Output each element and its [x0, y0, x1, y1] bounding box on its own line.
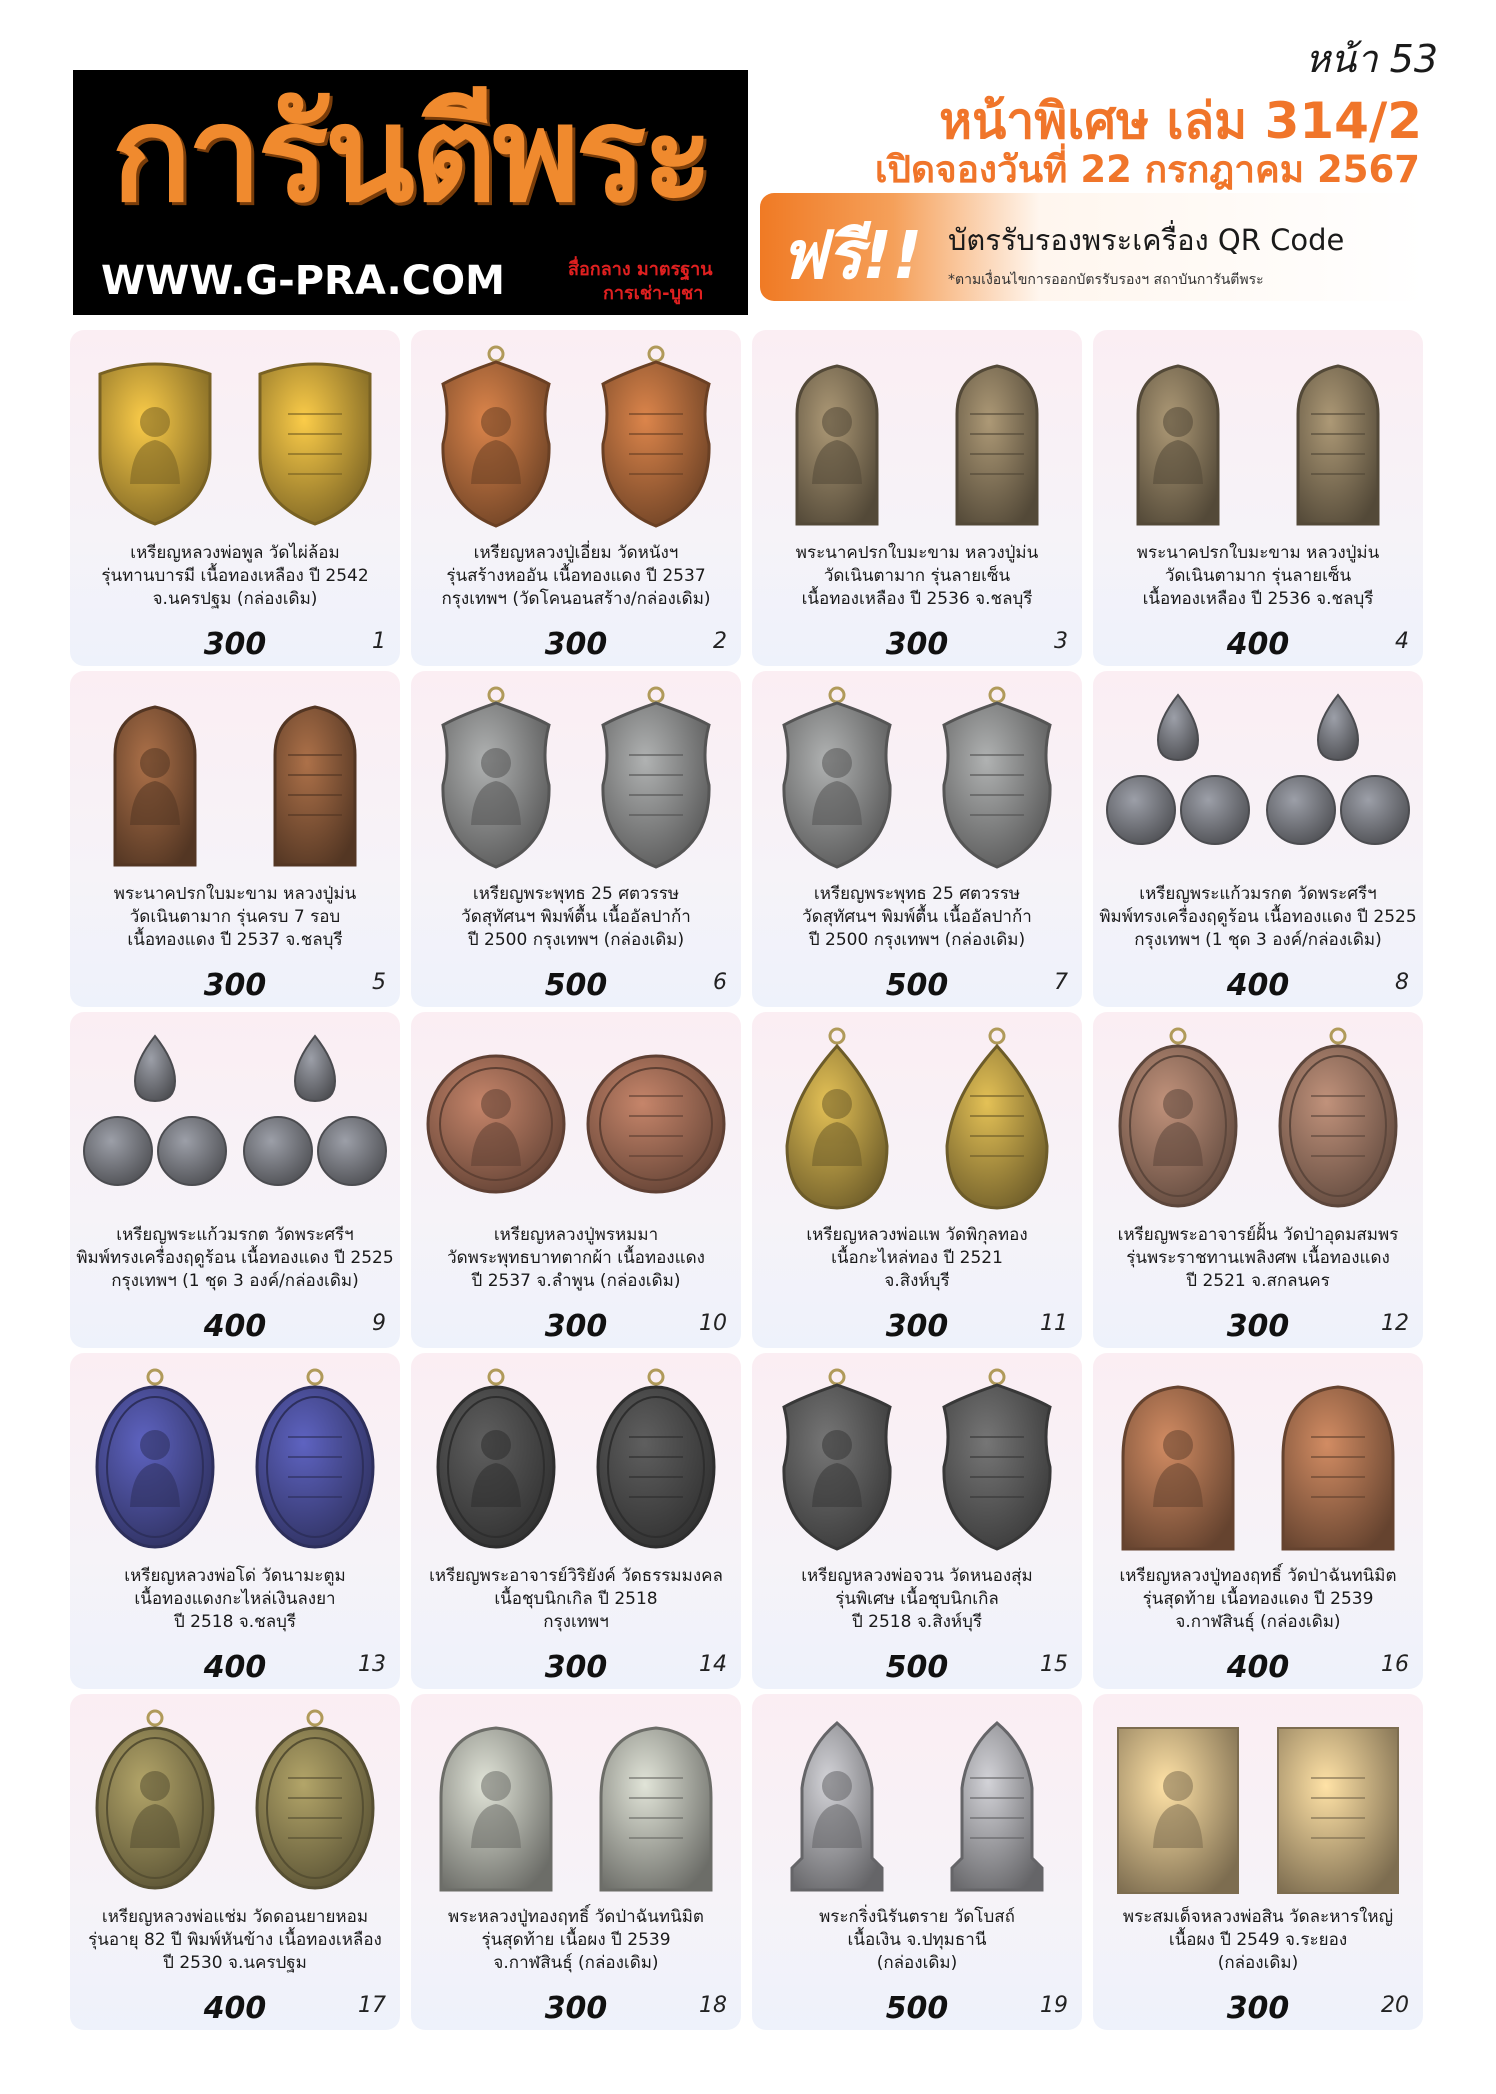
description-line: รุ่นสร้างหออัน เนื้อทองแดง ปี 2537: [446, 566, 706, 586]
price-label: 500: [885, 1650, 949, 1685]
front-amulet-image: [1103, 1708, 1253, 1898]
amulet-card: [411, 330, 741, 666]
back-amulet-image: [581, 344, 731, 534]
item-number: 3: [1054, 629, 1068, 654]
amulet-description: [70, 883, 400, 952]
price-label: 400: [1226, 627, 1290, 662]
price-label: 300: [544, 1650, 608, 1685]
description-line: รุ่นสุดท้าย เนื้อผง ปี 2539: [481, 1930, 671, 1950]
free-certificate-banner: [760, 193, 1425, 301]
description-line: เหรียญพระแก้วมรกต วัดพระศรีฯ: [1139, 884, 1377, 904]
description-line: กรุงเทพฯ (1 ชุด 3 องค์/กล่องเดิม): [111, 1271, 359, 1291]
page-number: หน้า 53: [1305, 37, 1438, 81]
description-line: เหรียญพระอาจารย์ฝั้น วัดป่าอุดมสมพร: [1117, 1225, 1399, 1245]
logo-url: WWW.G-PRA.COM: [101, 258, 505, 304]
description-line: พิมพ์ทรงเครื่องฤดูร้อน เนื้อทองแดง ปี 2525: [1099, 907, 1417, 927]
description-line: พระนาคปรกใบมะขาม หลวงปู่ม่น: [113, 884, 357, 904]
amulet-card: [1093, 671, 1423, 1007]
description-line: วัดสุทัศนฯ พิมพ์ตื้น เนื้ออัลปาก้า: [802, 907, 1032, 927]
description-line: ปี 2537 จ.ลำพูน (กล่องเดิม): [471, 1271, 681, 1291]
front-amulet-image: [1103, 1367, 1253, 1557]
back-amulet-image: [240, 344, 390, 534]
amulet-card: [70, 1694, 400, 2030]
price-label: 300: [885, 627, 949, 662]
back-amulet-image: [581, 1708, 731, 1898]
amulet-description: [752, 883, 1082, 952]
amulet-images: [762, 1708, 1072, 1898]
amulet-description: [752, 1224, 1082, 1293]
description-line: เนื้อทองเหลือง ปี 2536 จ.ชลบุรี: [801, 589, 1033, 609]
amulet-description: [411, 1565, 741, 1634]
item-number: 19: [1040, 1993, 1068, 2018]
description-line: เหรียญพระอาจารย์วิริยังค์ วัดธรรมมงคล: [429, 1566, 723, 1586]
description-line: (กล่องเดิม): [1217, 1953, 1299, 1973]
description-line: ปี 2518 จ.ชลบุรี: [173, 1612, 297, 1632]
amulet-description: [752, 1906, 1082, 1975]
description-line: รุ่นทานบารมี เนื้อทองเหลือง ปี 2542: [101, 566, 369, 586]
description-line: เหรียญหลวงพ่อแพ วัดพิกุลทอง: [806, 1225, 1028, 1245]
item-number: 8: [1395, 970, 1409, 995]
amulet-description: [752, 1565, 1082, 1634]
amulet-images: [421, 1026, 731, 1216]
amulet-images: [1103, 1367, 1413, 1557]
description-line: เหรียญหลวงปู่เอี่ยม วัดหนังฯ: [473, 543, 679, 563]
back-amulet-image: [922, 1367, 1072, 1557]
amulet-description: [70, 542, 400, 611]
item-number: 16: [1381, 1652, 1409, 1677]
price-label: 500: [544, 968, 608, 1003]
front-amulet-image: [421, 1367, 571, 1557]
price-label: 300: [544, 627, 608, 662]
amulet-card: [411, 1694, 741, 2030]
amulet-description: [70, 1906, 400, 1975]
front-amulet-image: [80, 1708, 230, 1898]
amulet-images: [762, 344, 1072, 534]
amulet-description: [1093, 542, 1423, 611]
amulet-description: [411, 542, 741, 611]
amulet-description: [752, 542, 1082, 611]
amulet-description: [411, 1224, 741, 1293]
amulet-images: [421, 1708, 731, 1898]
item-number: 11: [1040, 1311, 1068, 1336]
back-amulet-image: [922, 1708, 1072, 1898]
description-line: พระกริ่งนิรันตราย วัดโบสถ์: [819, 1907, 1015, 1927]
price-label: 300: [203, 968, 267, 1003]
front-amulet-image: [762, 1708, 912, 1898]
front-amulet-image: [762, 685, 912, 875]
back-amulet-image: [1263, 1026, 1413, 1216]
price-label: 500: [885, 968, 949, 1003]
amulet-images: [80, 1367, 390, 1557]
description-line: วัดเนินตามาก รุ่นครบ 7 รอบ: [129, 907, 341, 927]
item-number: 10: [699, 1311, 727, 1336]
front-amulet-image: [80, 1367, 230, 1557]
description-line: ปี 2530 จ.นครปฐม: [163, 1953, 307, 1973]
amulet-images: [1103, 1026, 1413, 1216]
amulet-card: [70, 330, 400, 666]
front-amulet-image: [762, 1026, 912, 1216]
description-line: เนื้อทองเหลือง ปี 2536 จ.ชลบุรี: [1142, 589, 1374, 609]
back-amulet-image: [922, 1026, 1072, 1216]
description-line: วัดสุทัศนฯ พิมพ์ตื้น เนื้ออัลปาก้า: [461, 907, 691, 927]
item-number: 17: [358, 1993, 386, 2018]
front-amulet-image: [80, 1026, 230, 1216]
description-line: จ.กาฬสินธุ์ (กล่องเดิม): [1175, 1612, 1341, 1632]
description-line: จ.สิงห์บุรี: [884, 1271, 950, 1291]
item-number: 1: [372, 629, 386, 654]
price-label: 400: [203, 1650, 267, 1685]
front-amulet-image: [80, 344, 230, 534]
description-line: (กล่องเดิม): [876, 1953, 958, 1973]
amulet-card: [1093, 1353, 1423, 1689]
description-line: วัดเนินตามาก รุ่นลายเซ็น: [1164, 566, 1352, 586]
description-line: เนื้อทองแดงกะไหล่เงินลงยา: [134, 1589, 336, 1609]
back-amulet-image: [240, 685, 390, 875]
item-number: 14: [699, 1652, 727, 1677]
description-line: ปี 2500 กรุงเทพฯ (กล่องเดิม): [467, 930, 685, 950]
description-line: จ.กาฬสินธุ์ (กล่องเดิม): [493, 1953, 659, 1973]
amulet-images: [80, 685, 390, 875]
price-label: 400: [1226, 1650, 1290, 1685]
back-amulet-image: [1263, 685, 1413, 875]
back-amulet-image: [581, 1367, 731, 1557]
front-amulet-image: [421, 685, 571, 875]
logo-tagline-2: การเช่า-บูชา: [603, 283, 704, 304]
price-label: 300: [544, 1991, 608, 2026]
amulet-description: [1093, 1906, 1423, 1975]
front-amulet-image: [1103, 344, 1253, 534]
amulet-card: [1093, 1012, 1423, 1348]
amulet-card: [411, 671, 741, 1007]
description-line: เหรียญหลวงปู่ทองฤทธิ์ วัดป่าฉันทนิมิต: [1119, 1566, 1397, 1586]
description-line: เหรียญพระแก้วมรกต วัดพระศรีฯ: [116, 1225, 354, 1245]
back-amulet-image: [240, 1708, 390, 1898]
description-line: รุ่นพิเศษ เนื้อชุบนิกเกิล: [835, 1589, 999, 1609]
brand-logo: [73, 70, 748, 315]
amulet-description: [1093, 883, 1423, 952]
item-number: 15: [1040, 1652, 1068, 1677]
description-line: เหรียญพระพุทธ 25 ศตวรรษ: [472, 884, 680, 904]
description-line: วัดพระพุทธบาทตากผ้า เนื้อทองแดง: [447, 1248, 705, 1268]
back-amulet-image: [1263, 1708, 1413, 1898]
amulet-description: [411, 883, 741, 952]
back-amulet-image: [240, 1026, 390, 1216]
item-number: 12: [1381, 1311, 1409, 1336]
back-amulet-image: [581, 685, 731, 875]
item-number: 13: [358, 1652, 386, 1677]
item-number: 9: [372, 1311, 386, 1336]
special-issue-title: หน้าพิเศษ เล่ม 314/2: [939, 92, 1422, 150]
amulet-description: [411, 1906, 741, 1975]
price-label: 300: [885, 1309, 949, 1344]
back-amulet-image: [922, 344, 1072, 534]
logo-title: การันตีพระ: [111, 78, 710, 232]
description-line: เนื้อผง ปี 2549 จ.ระยอง: [1168, 1930, 1348, 1950]
price-label: 300: [203, 627, 267, 662]
amulet-description: [1093, 1565, 1423, 1634]
description-line: เหรียญหลวงพ่อโด่ วัดนามะตูม: [124, 1566, 346, 1586]
price-label: 300: [544, 1309, 608, 1344]
amulet-images: [762, 1026, 1072, 1216]
description-line: จ.นครปฐม (กล่องเดิม): [152, 589, 318, 609]
item-number: 4: [1395, 629, 1409, 654]
description-line: รุ่นพระราชทานเพลิงศพ เนื้อทองแดง: [1126, 1248, 1390, 1268]
description-line: เหรียญหลวงพ่อแช่ม วัดดอนยายหอม: [101, 1907, 369, 1927]
amulet-card: [752, 671, 1082, 1007]
amulet-card: [70, 671, 400, 1007]
description-line: ปี 2521 จ.สกลนคร: [1186, 1271, 1330, 1291]
amulet-images: [80, 344, 390, 534]
description-line: กรุงเทพฯ (1 ชุด 3 องค์/กล่องเดิม): [1134, 930, 1382, 950]
amulet-description: [1093, 1224, 1423, 1293]
logo-tagline-1: สื่อกลาง มาตรฐาน: [568, 259, 713, 280]
item-number: 5: [372, 970, 386, 995]
amulet-card: [1093, 330, 1423, 666]
description-line: เนื้อทองแดง ปี 2537 จ.ชลบุรี: [127, 930, 343, 950]
description-line: รุ่นอายุ 82 ปี พิมพ์หันข้าง เนื้อทองเหลือง: [88, 1930, 382, 1950]
front-amulet-image: [80, 685, 230, 875]
amulet-images: [1103, 1708, 1413, 1898]
amulet-images: [762, 685, 1072, 875]
amulet-images: [421, 344, 731, 534]
reservation-date: เปิดจองวันที่ 22 กรกฎาคม 2567: [874, 148, 1420, 191]
description-line: เหรียญหลวงพ่อพูล วัดไผ่ล้อม: [130, 543, 340, 563]
description-line: เหรียญหลวงพ่อจวน วัดหนองสุ่ม: [801, 1566, 1033, 1586]
description-line: พระสมเด็จหลวงพ่อสิน วัดละหารใหญ่: [1122, 1907, 1394, 1927]
amulet-images: [1103, 685, 1413, 875]
description-line: ปี 2518 จ.สิงห์บุรี: [851, 1612, 983, 1632]
front-amulet-image: [1103, 1026, 1253, 1216]
free-offer-note: *ตามเงื่อนไขการออกบัตรรับรองฯ สถาบันการันตีพระ: [948, 272, 1264, 288]
description-line: ปี 2500 กรุงเทพฯ (กล่องเดิม): [808, 930, 1026, 950]
front-amulet-image: [1103, 685, 1253, 875]
amulet-description: [70, 1565, 400, 1634]
amulet-card: [70, 1353, 400, 1689]
item-number: 2: [713, 629, 727, 654]
description-line: กรุงเทพฯ (วัดโคนอนสร้าง/กล่องเดิม): [441, 589, 711, 609]
amulet-images: [421, 685, 731, 875]
free-offer-text: บัตรรับรองพระเครื่อง QR Code: [948, 223, 1345, 257]
amulet-images: [1103, 344, 1413, 534]
front-amulet-image: [421, 1708, 571, 1898]
description-line: กรุงเทพฯ: [543, 1612, 609, 1632]
description-line: เหรียญพระพุทธ 25 ศตวรรษ: [813, 884, 1021, 904]
price-label: 400: [203, 1991, 267, 2026]
description-line: เนื้อเงิน จ.ปทุมธานี: [847, 1930, 987, 1950]
description-line: เนื้อชุบนิกเกิล ปี 2518: [494, 1589, 658, 1609]
back-amulet-image: [240, 1367, 390, 1557]
item-number: 18: [699, 1993, 727, 2018]
amulet-images: [80, 1026, 390, 1216]
amulet-card: [411, 1353, 741, 1689]
front-amulet-image: [421, 344, 571, 534]
item-number: 20: [1381, 1993, 1409, 2018]
back-amulet-image: [1263, 344, 1413, 534]
amulet-card: [752, 1694, 1082, 2030]
amulet-card: [752, 1353, 1082, 1689]
price-label: 300: [1226, 1991, 1290, 2026]
amulet-images: [762, 1367, 1072, 1557]
amulet-card: [752, 330, 1082, 666]
amulet-card: [70, 1012, 400, 1348]
price-label: 400: [1226, 968, 1290, 1003]
description-line: เนื้อกะไหล่ทอง ปี 2521: [831, 1248, 1003, 1268]
description-line: วัดเนินตามาก รุ่นลายเซ็น: [823, 566, 1011, 586]
back-amulet-image: [922, 685, 1072, 875]
amulet-images: [421, 1367, 731, 1557]
price-label: 300: [1226, 1309, 1290, 1344]
item-number: 6: [713, 970, 727, 995]
price-label: 400: [203, 1309, 267, 1344]
free-label: ฟรี!!: [780, 217, 923, 294]
description-line: พระหลวงปู่ทองฤทธิ์ วัดป่าฉันทนิมิต: [448, 1907, 704, 1927]
front-amulet-image: [762, 1367, 912, 1557]
amulet-description: [70, 1224, 400, 1293]
amulet-card: [411, 1012, 741, 1348]
description-line: รุ่นสุดท้าย เนื้อทองแดง ปี 2539: [1142, 1589, 1374, 1609]
amulet-card: [752, 1012, 1082, 1348]
amulet-card: [1093, 1694, 1423, 2030]
description-line: พระนาคปรกใบมะขาม หลวงปู่ม่น: [795, 543, 1039, 563]
price-label: 500: [885, 1991, 949, 2026]
front-amulet-image: [762, 344, 912, 534]
description-line: เหรียญหลวงปู่พรหมมา: [493, 1225, 659, 1245]
description-line: พิมพ์ทรงเครื่องฤดูร้อน เนื้อทองแดง ปี 2525: [76, 1248, 394, 1268]
description-line: พระนาคปรกใบมะขาม หลวงปู่ม่น: [1136, 543, 1380, 563]
item-number: 7: [1054, 970, 1068, 995]
back-amulet-image: [1263, 1367, 1413, 1557]
back-amulet-image: [581, 1026, 731, 1216]
front-amulet-image: [421, 1026, 571, 1216]
amulet-images: [80, 1708, 390, 1898]
